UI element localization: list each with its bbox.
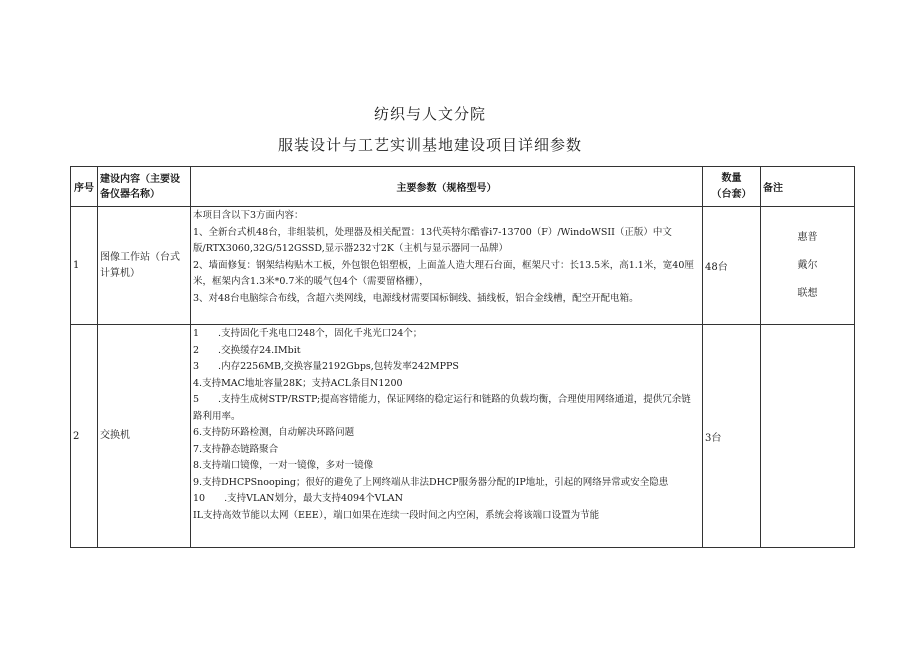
row-params [191,207,703,325]
param-line: 3、对48台电脑综合布线，含超六类网线，电源线材需要国标铜线、插线板，铝合金线槽，配空开配电箱。 [193,292,639,304]
param-line: 8.支持端口镜像，一对一镜像，多对一镜像 [193,460,374,471]
row-seq: 2 [71,325,98,548]
document-title: 服装设计与工艺实训基地建设项目详细参数 [277,136,582,154]
param-line: 2 .交换缓存24.IMbit [193,344,301,356]
column-header-seq: 序号 [71,167,98,207]
param-line: 5 .支持生成树STP/RSTP;提高容错能力，保证网络的稳定运行和链路的负载均衡，合理使用网络通道，提供冗余链路利用率。 [193,394,691,422]
row-qty: 3台 [703,325,761,548]
column-header-note: 备注 [761,167,855,207]
row-params [191,325,703,548]
param-line: 7.支持静态链路聚合 [193,443,279,455]
column-header-qty-line2: （台套） [711,188,752,200]
row-name: 图像工作站（台式计算机） [98,207,191,325]
row-note [761,207,855,325]
note-brand: 惠普 [797,231,818,243]
row-seq: 1 [71,207,98,325]
param-line: 1 .支持固化千兆电口248个，固化千兆光口24个； [193,328,423,339]
param-line: 6.支持防环路检测，自动解决环路问题 [193,427,355,438]
column-header-params: 主要参数（规格型号） [191,167,703,207]
param-line: 1、全新台式机48台，非组装机，处理器及相关配置：13代英特尔酷睿i7-13700（F）/WindoWSII（正版）中文版/RTX3060,32G/512GSSD,显示器232寸2K（主机与显示器同一品牌） [193,226,672,254]
param-line: 10 .支持VLAN划分，最大支持4094个VLAN [193,493,403,504]
param-line: 3 .内存2256MB,交换容量2192Gbps,包转发率242MPPS [193,361,459,372]
column-header-qty [703,167,761,207]
param-line: 本项目含以下3方面内容： [193,210,304,221]
note-brand: 联想 [797,287,818,299]
note-brand: 戴尔 [797,259,818,271]
table-header-row [71,167,855,207]
param-line: 2、墙面修复：钢架结构贴木工板，外包银色铝塑板，上面盖人造大理石台面，框架尺寸：长13.5米，高1.1米，宽40厘米，框架内含1.3米*0.7米的暖气包4个（需要留格栅）， [193,259,694,287]
param-line: 4.支持MAC地址容量28K；支持ACL条目N1200 [193,377,403,389]
table-row [71,325,855,548]
row-name: 交换机 [98,325,191,548]
column-header-qty-line1: 数量 [721,172,742,184]
table-row [71,207,855,325]
spec-table [70,166,855,548]
row-note [761,325,855,548]
institute-title: 纺织与人文分院 [373,105,486,123]
column-header-name: 建设内容（主要设备仪器名称） [98,167,191,207]
row-qty: 48台 [703,207,761,325]
param-line: IL支持高效节能以太网（EEE），端口如果在连续一段时间之内空闲，系统会将该端口设置为节能 [193,509,600,521]
param-line: 9.支持DHCPSnooping；很好的避免了上网终端从非法DHCP服务器分配的IP地址，引起的网络异常或安全隐患 [193,476,669,488]
